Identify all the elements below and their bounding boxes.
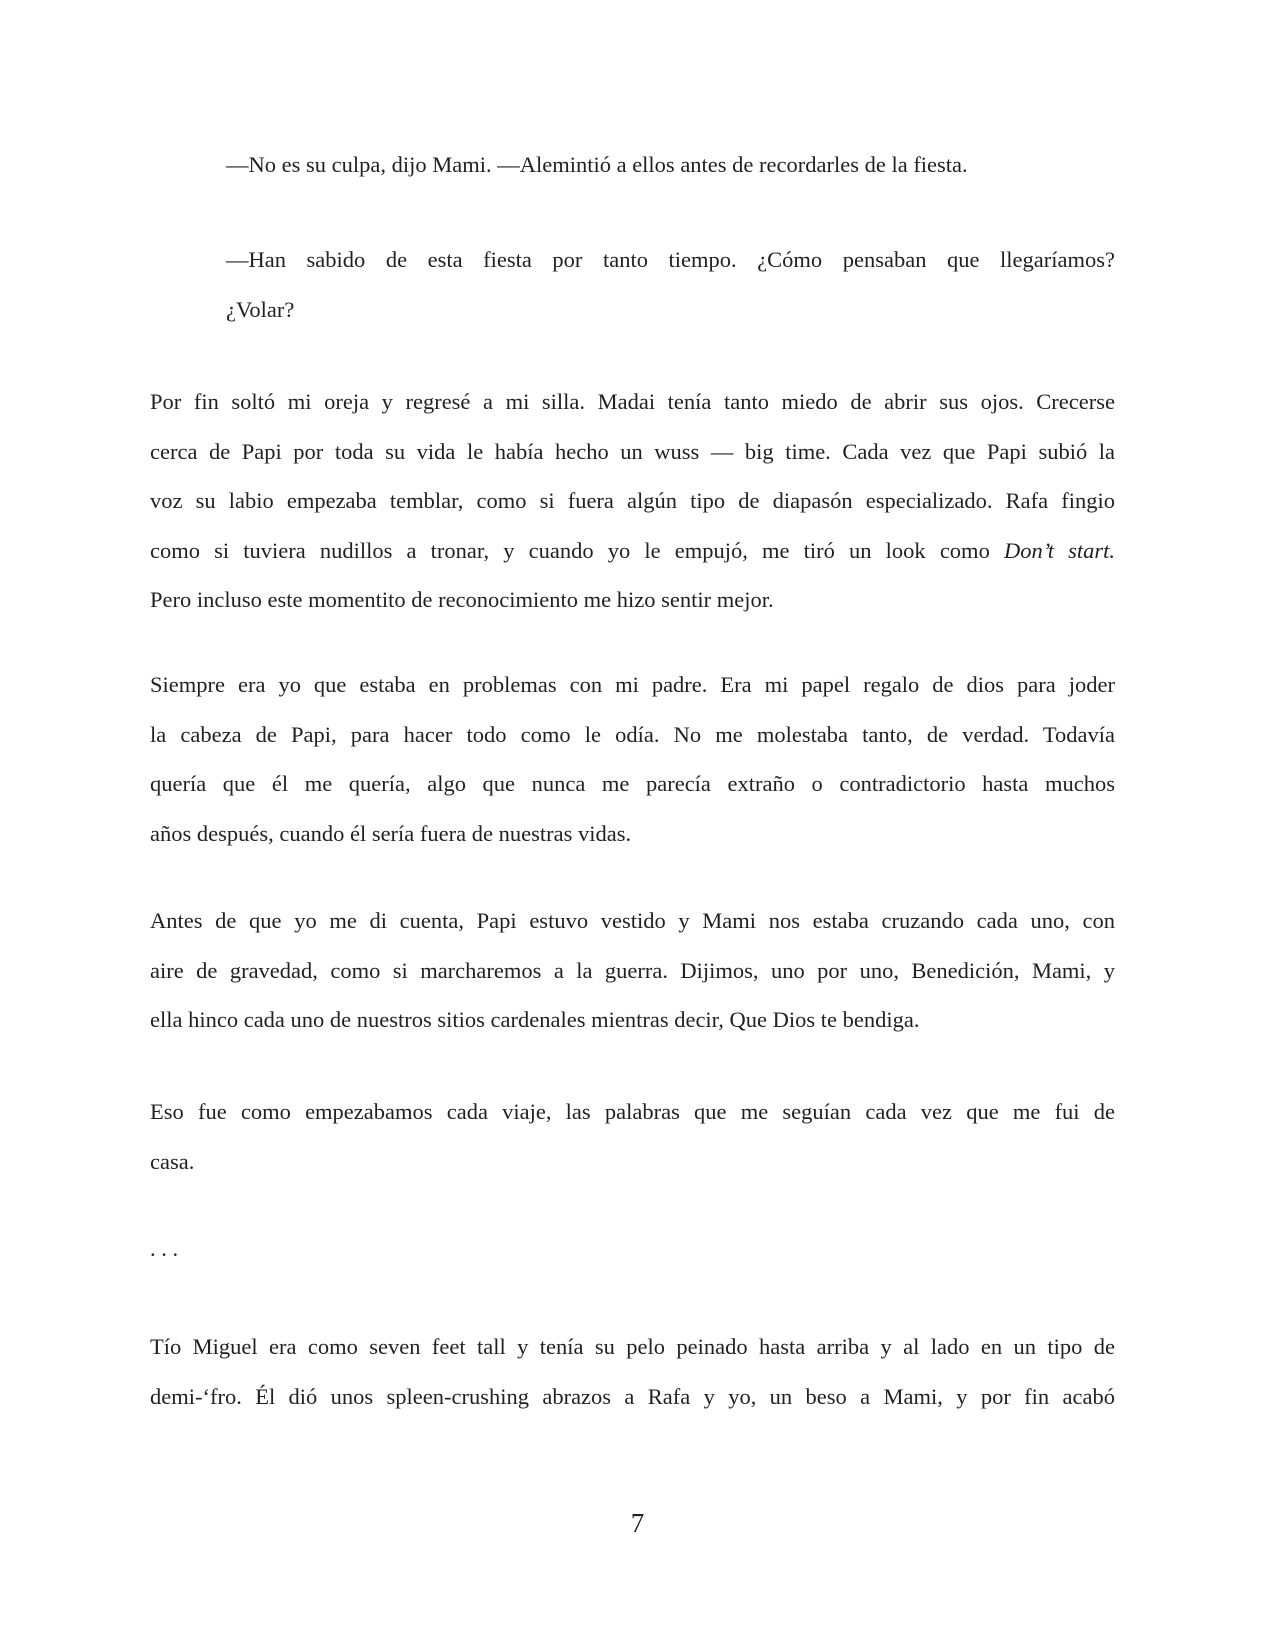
text-line: Por fin soltó mi oreja y regresé a mi silla. Madai tenía tanto miedo de abrir sus ojos. Crecerse [150,389,1115,414]
body-paragraph [150,1322,1115,1421]
dialogue-paragraph [226,235,1115,334]
dialogue-paragraph [226,140,1115,190]
body-paragraph [150,377,1115,625]
text-line: casa. [150,1148,195,1174]
text-line: Eso fue como empezabamos cada viaje, las palabras que me seguían cada vez que me fui de [150,1099,1115,1124]
text-line [150,526,1115,576]
text-line: la cabeza de Papi, para hacer todo como le odía. No me molestaba tanto, de verdad. Todavía [150,721,1115,747]
section-break [150,1224,1115,1274]
text-line: ella hinco cada uno de nuestros sitios cardenales mientras decir, Que Dios te bendiga. [150,1007,920,1032]
text-line: —Han sabido de esta fiesta por tanto tiempo. ¿Cómo pensaban que llegaríamos? [226,247,1115,272]
text-line: aire de gravedad, como si marcharemos a la guerra. Dijimos, uno por uno, Benedición, Mami, y [150,957,1115,983]
text-line: años después, cuando él sería fuera de nuestras vidas. [150,820,632,846]
page-number: 7 [630,1508,645,1538]
text-line: Tío Miguel era como seven feet tall y tenía su pelo peinado hasta arriba y al lado en un tipo de [150,1334,1115,1359]
text-line: cerca de Papi por toda su vida le había hecho un wuss — big time. Cada vez que Papi subió la [150,438,1115,464]
text-line: Pero incluso este momentito de reconocimiento me hizo sentir mejor. [150,587,774,612]
text-line: —No es su culpa, dijo Mami. —Alemintió a ellos antes de recordarles de la fiesta. [226,152,968,177]
text-line: Antes de que yo me di cuenta, Papi estuvo vestido y Mami nos estaba cruzando cada uno, con [150,908,1115,933]
text-line: voz su labio empezaba temblar, como si fuera algún tipo de diapasón especializado. Rafa fingio [150,488,1115,513]
body-paragraph [150,660,1115,858]
section-break-dots: . . . [150,1236,179,1261]
text-line: ¿Volar? [226,296,295,322]
italic-phrase: Don’t start. [1003,537,1115,563]
text-segment: como si tuviera nudillos a tronar, y cuando yo le empujó, me tiró un look como [150,537,990,563]
text-line: quería que él me quería, algo que nunca me parecía extraño o contradictorio hasta muchos [150,771,1115,796]
text-line: Siempre era yo que estaba en problemas con mi padre. Era mi papel regalo de dios para joder [150,672,1115,697]
text-line: demi-‘fro. Él dió unos spleen-crushing abrazos a Rafa y yo, un beso a Mami, y por fin acabó [150,1383,1115,1409]
body-paragraph [150,1087,1115,1186]
body-paragraph [150,896,1115,1045]
